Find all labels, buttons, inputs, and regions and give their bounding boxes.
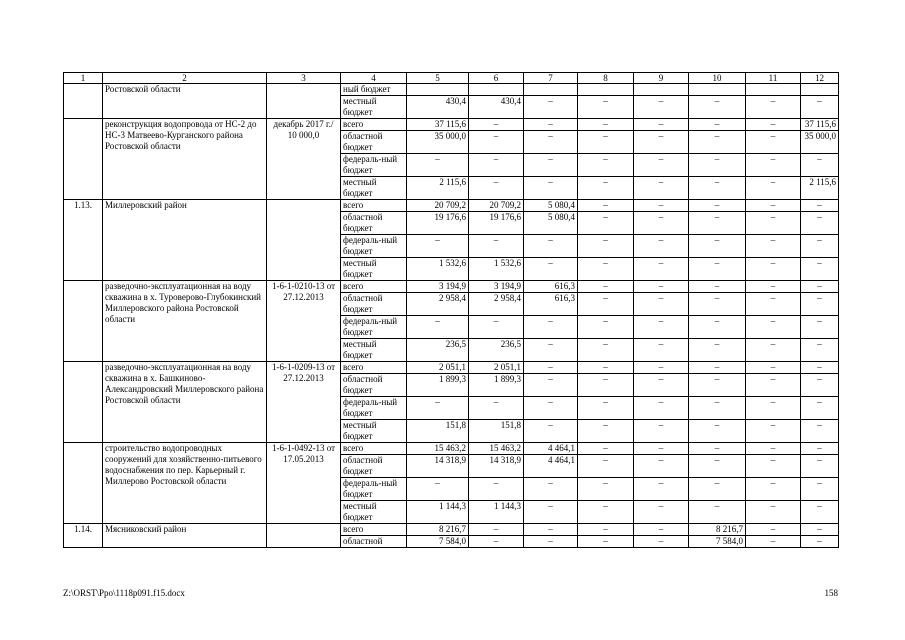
amount-cell: – bbox=[634, 362, 689, 374]
amount-cell: – bbox=[578, 281, 634, 293]
amount-cell: – bbox=[578, 397, 634, 420]
amount-cell: – bbox=[801, 281, 839, 293]
column-number-cell: 11 bbox=[746, 73, 801, 84]
amount-cell: – bbox=[634, 281, 689, 293]
row-number-cell bbox=[64, 281, 103, 362]
amount-cell: – bbox=[689, 339, 746, 362]
table-row bbox=[64, 200, 839, 212]
amount-cell: – bbox=[689, 293, 746, 316]
amount-cell: – bbox=[689, 281, 746, 293]
amount-cell: 1 144,3 bbox=[407, 501, 469, 524]
amount-cell: – bbox=[689, 374, 746, 397]
amount-cell: – bbox=[689, 96, 746, 119]
amount-cell: – bbox=[801, 420, 839, 443]
amount-cell: – bbox=[746, 212, 801, 235]
amount-cell: – bbox=[524, 96, 578, 119]
amount-cell: – bbox=[801, 524, 839, 536]
amount-cell: 7 584,0 bbox=[689, 536, 746, 548]
amount-cell: 7 584,0 bbox=[407, 536, 469, 548]
amount-cell: – bbox=[578, 316, 634, 339]
funding-source-cell: федераль-ный бюджет bbox=[341, 397, 407, 420]
funding-source-cell: всего bbox=[341, 443, 407, 455]
amount-cell: – bbox=[469, 316, 524, 339]
amount-cell bbox=[578, 84, 634, 96]
amount-cell: 19 176,6 bbox=[407, 212, 469, 235]
column-number-cell: 6 bbox=[469, 73, 524, 84]
amount-cell: – bbox=[578, 524, 634, 536]
table-row bbox=[64, 281, 839, 293]
funding-source-cell: местный бюджет bbox=[341, 339, 407, 362]
amount-cell: – bbox=[746, 478, 801, 501]
amount-cell: – bbox=[634, 119, 689, 131]
funding-source-cell: всего bbox=[341, 119, 407, 131]
amount-cell: – bbox=[469, 177, 524, 200]
amount-cell: – bbox=[634, 478, 689, 501]
amount-cell: – bbox=[524, 119, 578, 131]
amount-cell: – bbox=[634, 258, 689, 281]
amount-cell: 430,4 bbox=[407, 96, 469, 119]
column-number-cell: 10 bbox=[689, 73, 746, 84]
amount-cell: 20 709,2 bbox=[407, 200, 469, 212]
amount-cell: 1 532,6 bbox=[469, 258, 524, 281]
column-number-cell: 12 bbox=[801, 73, 839, 84]
funding-source-cell: федераль-ный бюджет bbox=[341, 316, 407, 339]
funding-source-cell: всего bbox=[341, 200, 407, 212]
amount-cell: – bbox=[469, 536, 524, 548]
amount-cell: – bbox=[407, 154, 469, 177]
amount-cell: – bbox=[689, 258, 746, 281]
amount-cell: – bbox=[634, 374, 689, 397]
table-row bbox=[64, 362, 839, 374]
funding-source-cell: областной бюджет bbox=[341, 374, 407, 397]
amount-cell: – bbox=[634, 455, 689, 478]
amount-cell: – bbox=[578, 443, 634, 455]
amount-cell: – bbox=[634, 154, 689, 177]
amount-cell: – bbox=[578, 96, 634, 119]
amount-cell: – bbox=[689, 316, 746, 339]
amount-cell: 1 532,6 bbox=[407, 258, 469, 281]
footer-file-path: Z:\ORST\Ppo\1118p091.f15.docx bbox=[63, 588, 185, 598]
amount-cell: – bbox=[746, 524, 801, 536]
amount-cell: – bbox=[634, 524, 689, 536]
funding-source-cell: федераль-ный бюджет bbox=[341, 235, 407, 258]
amount-cell: – bbox=[801, 258, 839, 281]
funding-source-cell: федераль-ный бюджет bbox=[341, 478, 407, 501]
amount-cell: – bbox=[578, 200, 634, 212]
object-name-cell: Мясниковский район bbox=[103, 524, 267, 548]
document-cell bbox=[267, 200, 341, 281]
amount-cell: – bbox=[524, 536, 578, 548]
amount-cell: – bbox=[634, 501, 689, 524]
amount-cell: – bbox=[689, 200, 746, 212]
amount-cell: – bbox=[801, 316, 839, 339]
column-number-cell: 3 bbox=[267, 73, 341, 84]
funding-source-cell: областной bbox=[341, 536, 407, 548]
amount-cell: – bbox=[689, 478, 746, 501]
amount-cell: – bbox=[524, 131, 578, 154]
amount-cell: – bbox=[689, 154, 746, 177]
amount-cell: 2 958,4 bbox=[407, 293, 469, 316]
amount-cell: – bbox=[469, 478, 524, 501]
amount-cell: – bbox=[578, 235, 634, 258]
amount-cell: – bbox=[689, 119, 746, 131]
amount-cell: – bbox=[469, 397, 524, 420]
amount-cell bbox=[407, 84, 469, 96]
amount-cell: 35 000,0 bbox=[407, 131, 469, 154]
amount-cell: – bbox=[746, 455, 801, 478]
amount-cell: – bbox=[746, 258, 801, 281]
amount-cell: – bbox=[746, 235, 801, 258]
object-name-cell: разведочно-эксплуатационная на воду скважина в х. Туроверово-Глубокинский Миллеровского района Ростовской области bbox=[103, 281, 267, 362]
amount-cell: – bbox=[746, 154, 801, 177]
amount-cell: – bbox=[634, 96, 689, 119]
amount-cell: – bbox=[524, 374, 578, 397]
amount-cell: – bbox=[634, 235, 689, 258]
amount-cell: – bbox=[634, 293, 689, 316]
amount-cell: 2 051,1 bbox=[469, 362, 524, 374]
funding-source-cell: местный бюджет bbox=[341, 501, 407, 524]
object-name-cell: разведочно-эксплуатационная на воду скважина в х. Башкиново-Александровский Миллеровского района Ростовской области bbox=[103, 362, 267, 443]
amount-cell: – bbox=[746, 131, 801, 154]
amount-cell: – bbox=[689, 455, 746, 478]
document-cell bbox=[267, 84, 341, 119]
amount-cell: 2 051,1 bbox=[407, 362, 469, 374]
amount-cell bbox=[801, 84, 839, 96]
amount-cell: – bbox=[634, 131, 689, 154]
table-row bbox=[64, 524, 839, 536]
amount-cell: 5 080,4 bbox=[524, 200, 578, 212]
amount-cell: – bbox=[689, 420, 746, 443]
table-row bbox=[64, 119, 839, 131]
amount-cell: – bbox=[578, 177, 634, 200]
amount-cell: – bbox=[634, 536, 689, 548]
amount-cell: 236,5 bbox=[469, 339, 524, 362]
amount-cell: – bbox=[801, 397, 839, 420]
amount-cell: – bbox=[524, 524, 578, 536]
amount-cell: – bbox=[469, 119, 524, 131]
amount-cell: – bbox=[634, 177, 689, 200]
funding-source-cell: местный бюджет bbox=[341, 258, 407, 281]
funding-source-cell: ный бюджет bbox=[341, 84, 407, 96]
amount-cell: – bbox=[689, 501, 746, 524]
amount-cell: – bbox=[634, 212, 689, 235]
header-row bbox=[64, 73, 839, 84]
amount-cell: 15 463,2 bbox=[469, 443, 524, 455]
amount-cell: – bbox=[578, 501, 634, 524]
amount-cell: – bbox=[801, 235, 839, 258]
amount-cell: – bbox=[689, 177, 746, 200]
amount-cell: 20 709,2 bbox=[469, 200, 524, 212]
amount-cell: – bbox=[746, 397, 801, 420]
funding-source-cell: местный бюджет bbox=[341, 177, 407, 200]
amount-cell: – bbox=[801, 293, 839, 316]
amount-cell: 3 194,9 bbox=[469, 281, 524, 293]
amount-cell: – bbox=[746, 96, 801, 119]
amount-cell: – bbox=[801, 536, 839, 548]
funding-source-cell: областной бюджет bbox=[341, 212, 407, 235]
footer-page-number: 158 bbox=[824, 588, 838, 598]
amount-cell: – bbox=[578, 478, 634, 501]
amount-cell: – bbox=[469, 235, 524, 258]
column-number-cell: 7 bbox=[524, 73, 578, 84]
amount-cell: – bbox=[801, 501, 839, 524]
amount-cell: – bbox=[634, 316, 689, 339]
amount-cell: 616,3 bbox=[524, 281, 578, 293]
funding-source-cell: местный бюджет bbox=[341, 420, 407, 443]
amount-cell: – bbox=[578, 455, 634, 478]
object-name-cell: Миллеровский район bbox=[103, 200, 267, 281]
amount-cell: – bbox=[746, 293, 801, 316]
table-row bbox=[64, 84, 839, 96]
amount-cell: – bbox=[689, 212, 746, 235]
amount-cell: – bbox=[524, 258, 578, 281]
column-number-cell: 2 bbox=[103, 73, 267, 84]
amount-cell bbox=[689, 84, 746, 96]
amount-cell: 4 464,1 bbox=[524, 443, 578, 455]
amount-cell: – bbox=[407, 478, 469, 501]
amount-cell: – bbox=[801, 96, 839, 119]
amount-cell: 4 464,1 bbox=[524, 455, 578, 478]
amount-cell: – bbox=[524, 177, 578, 200]
amount-cell: 5 080,4 bbox=[524, 212, 578, 235]
funding-source-cell: всего bbox=[341, 362, 407, 374]
row-number-cell bbox=[64, 119, 103, 200]
amount-cell bbox=[634, 84, 689, 96]
amount-cell: – bbox=[634, 339, 689, 362]
amount-cell: – bbox=[689, 443, 746, 455]
amount-cell: – bbox=[689, 235, 746, 258]
amount-cell: – bbox=[634, 200, 689, 212]
amount-cell: 14 318,9 bbox=[469, 455, 524, 478]
amount-cell: 8 216,7 bbox=[407, 524, 469, 536]
amount-cell: – bbox=[746, 281, 801, 293]
amount-cell: 151,8 bbox=[469, 420, 524, 443]
amount-cell: – bbox=[469, 154, 524, 177]
amount-cell: – bbox=[524, 339, 578, 362]
document-cell: декабрь 2017 г./ 10 000,0 bbox=[267, 119, 341, 200]
amount-cell: 616,3 bbox=[524, 293, 578, 316]
document-cell: 1-6-1-0492-13 от 17.05.2013 bbox=[267, 443, 341, 524]
amount-cell: – bbox=[578, 374, 634, 397]
row-number-cell bbox=[64, 362, 103, 443]
funding-source-cell: областной бюджет bbox=[341, 293, 407, 316]
amount-cell: 14 318,9 bbox=[407, 455, 469, 478]
amount-cell: – bbox=[578, 293, 634, 316]
row-number-cell bbox=[64, 84, 103, 119]
amount-cell: – bbox=[407, 235, 469, 258]
amount-cell: – bbox=[689, 397, 746, 420]
amount-cell: – bbox=[746, 119, 801, 131]
amount-cell: – bbox=[801, 455, 839, 478]
column-number-cell: 1 bbox=[64, 73, 103, 84]
amount-cell bbox=[524, 84, 578, 96]
amount-cell: – bbox=[801, 443, 839, 455]
amount-cell: 2 115,6 bbox=[801, 177, 839, 200]
amount-cell: – bbox=[524, 420, 578, 443]
document-cell: 1-6-1-0209-13 от 27.12.2013 bbox=[267, 362, 341, 443]
amount-cell: – bbox=[746, 316, 801, 339]
amount-cell: 35 000,0 bbox=[801, 131, 839, 154]
column-number-cell: 5 bbox=[407, 73, 469, 84]
funding-source-cell: всего bbox=[341, 281, 407, 293]
amount-cell: 1 899,3 bbox=[469, 374, 524, 397]
amount-cell: – bbox=[746, 443, 801, 455]
amount-cell: – bbox=[746, 200, 801, 212]
object-name-cell: реконструкция водопровода от НС-2 до НС-3 Матвеево-Курганского района Ростовской области bbox=[103, 119, 267, 200]
amount-cell: – bbox=[524, 235, 578, 258]
amount-cell: – bbox=[469, 524, 524, 536]
amount-cell: – bbox=[801, 478, 839, 501]
amount-cell: 430,4 bbox=[469, 96, 524, 119]
amount-cell: – bbox=[524, 362, 578, 374]
amount-cell: – bbox=[746, 536, 801, 548]
amount-cell: 3 194,9 bbox=[407, 281, 469, 293]
amount-cell: – bbox=[801, 339, 839, 362]
amount-cell: – bbox=[524, 316, 578, 339]
amount-cell: – bbox=[746, 420, 801, 443]
amount-cell: – bbox=[746, 374, 801, 397]
amount-cell: 236,5 bbox=[407, 339, 469, 362]
amount-cell: – bbox=[746, 501, 801, 524]
amount-cell: – bbox=[801, 362, 839, 374]
column-number-cell: 4 bbox=[341, 73, 407, 84]
object-name-cell: Ростовской области bbox=[103, 84, 267, 119]
amount-cell: – bbox=[746, 339, 801, 362]
amount-cell: – bbox=[578, 131, 634, 154]
amount-cell: – bbox=[407, 397, 469, 420]
amount-cell: 1 144,3 bbox=[469, 501, 524, 524]
amount-cell: – bbox=[524, 397, 578, 420]
amount-cell: – bbox=[407, 316, 469, 339]
funding-source-cell: областной бюджет bbox=[341, 455, 407, 478]
amount-cell: – bbox=[689, 131, 746, 154]
amount-cell: – bbox=[469, 131, 524, 154]
object-name-cell: строительство водопроводных сооружений для хозяйственно-питьевого водоснабжения по пер. Карьерный г. Миллерово Ростовской области bbox=[103, 443, 267, 524]
amount-cell: – bbox=[578, 258, 634, 281]
row-number-cell bbox=[64, 443, 103, 524]
amount-cell: – bbox=[578, 119, 634, 131]
amount-cell: – bbox=[801, 154, 839, 177]
amount-cell bbox=[469, 84, 524, 96]
amount-cell: – bbox=[801, 200, 839, 212]
column-number-cell: 8 bbox=[578, 73, 634, 84]
document-cell bbox=[267, 524, 341, 548]
amount-cell: – bbox=[524, 501, 578, 524]
document-cell: 1-6-1-0210-13 от 27.12.2013 bbox=[267, 281, 341, 362]
amount-cell: – bbox=[689, 362, 746, 374]
table-row bbox=[64, 443, 839, 455]
amount-cell: – bbox=[578, 536, 634, 548]
amount-cell: – bbox=[578, 339, 634, 362]
funding-source-cell: местный бюджет bbox=[341, 96, 407, 119]
budget-table bbox=[63, 72, 839, 548]
amount-cell: – bbox=[634, 397, 689, 420]
amount-cell: – bbox=[801, 212, 839, 235]
amount-cell: 8 216,7 bbox=[689, 524, 746, 536]
amount-cell: 151,8 bbox=[407, 420, 469, 443]
amount-cell: – bbox=[578, 420, 634, 443]
funding-source-cell: федераль-ный бюджет bbox=[341, 154, 407, 177]
amount-cell: – bbox=[524, 478, 578, 501]
amount-cell: – bbox=[524, 154, 578, 177]
amount-cell: 37 115,6 bbox=[407, 119, 469, 131]
funding-source-cell: областной бюджет bbox=[341, 131, 407, 154]
column-number-cell: 9 bbox=[634, 73, 689, 84]
amount-cell: – bbox=[578, 362, 634, 374]
amount-cell: 2 958,4 bbox=[469, 293, 524, 316]
funding-source-cell: всего bbox=[341, 524, 407, 536]
amount-cell: – bbox=[746, 362, 801, 374]
row-number-cell: 1.14. bbox=[64, 524, 103, 548]
amount-cell: – bbox=[801, 374, 839, 397]
amount-cell: 19 176,6 bbox=[469, 212, 524, 235]
amount-cell: – bbox=[746, 177, 801, 200]
amount-cell: – bbox=[578, 212, 634, 235]
amount-cell: 15 463,2 bbox=[407, 443, 469, 455]
row-number-cell: 1.13. bbox=[64, 200, 103, 281]
amount-cell bbox=[746, 84, 801, 96]
amount-cell: 1 899,3 bbox=[407, 374, 469, 397]
amount-cell: 2 115,6 bbox=[407, 177, 469, 200]
amount-cell: – bbox=[634, 420, 689, 443]
amount-cell: – bbox=[634, 443, 689, 455]
amount-cell: 37 115,6 bbox=[801, 119, 839, 131]
amount-cell: – bbox=[578, 154, 634, 177]
